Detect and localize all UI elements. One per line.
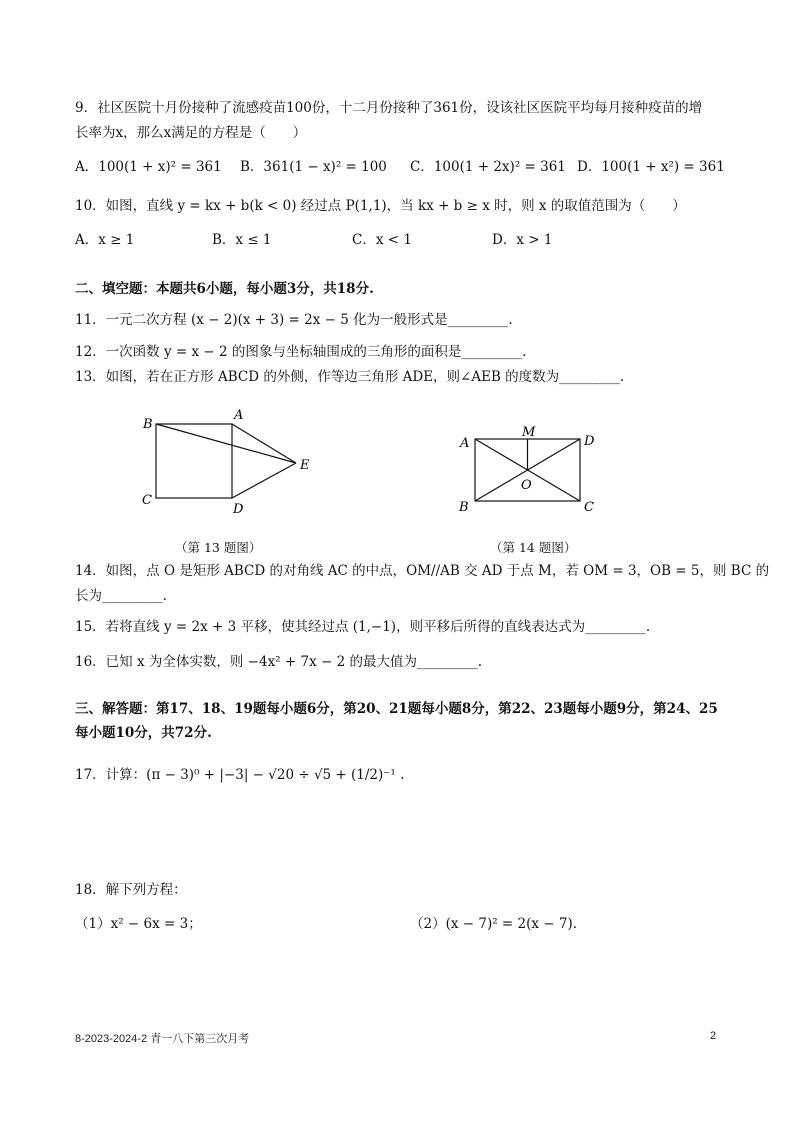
- fig13-label-b: B: [143, 417, 153, 432]
- q10-line1: 10．如图，直线 y = kx + b(k < 0) 经过点 P(1,1)，当 kx + b ≥ x 时，则 x 的取值范围为（ ）: [75, 198, 686, 214]
- section3-line2: 每小题10分，共72分.: [75, 725, 212, 741]
- fig14-label-a: A: [460, 436, 470, 451]
- section2-title: 二、填空题：本题共6小题，每小题3分，共18分.: [75, 281, 374, 297]
- q9-line1: 9．社区医院十月份接种了流感疫苗100份，十二月份接种了361份，设该社区医院平均每月接种疫苗的增: [75, 100, 703, 116]
- footer-exam-title: 8-2023-2024-2 青一八下第三次月考: [75, 1033, 250, 1045]
- q18-part1: （1）x² − 6x = 3；: [75, 916, 202, 932]
- q16: 16．已知 x 为全体实数，则 −4x² + 7x − 2 的最大值为_________.: [75, 654, 483, 670]
- q10-option-a: A．x ≥ 1: [75, 232, 135, 248]
- fig13-label-e: E: [300, 458, 310, 473]
- q9-option-d: D．100(1 + x²) = 361: [577, 159, 725, 175]
- fig14-label-c: C: [584, 500, 594, 515]
- q18-part2: （2）(x − 7)² = 2(x − 7).: [410, 916, 578, 932]
- q14-line1: 14．如图，点 O 是矩形 ABCD 的对角线 AC 的中点，OM//AB 交 AD 于点 M，若 OM = 3，OB = 5，则 BC 的: [75, 563, 770, 579]
- fig14-label-d: D: [584, 434, 595, 449]
- q10-option-c: C．x < 1: [352, 232, 412, 248]
- q13: 13．如图，若在正方形 ABCD 的外侧，作等边三角形 ADE，则∠AEB 的度数为_________.: [75, 369, 625, 385]
- fig14-label-b: B: [459, 500, 469, 515]
- figure-14-caption: （第 14 题图）: [490, 540, 577, 555]
- q9-line2: 长率为x，那么x满足的方程是（ ）: [75, 125, 307, 141]
- footer-page-number: 2: [710, 1030, 717, 1042]
- segment-be: [156, 424, 296, 463]
- section3-line1: 三、解答题：第17、18、19题每小题6分，第20、21题每小题8分，第22、23题每小题9分，第24、25: [75, 701, 718, 717]
- q18-title: 18．解下列方程：: [75, 882, 187, 898]
- fig13-label-c: C: [142, 493, 152, 508]
- q11: 11．一元二次方程 (x − 2)(x + 3) = 2x − 5 化为一般形式是_________.: [75, 312, 513, 328]
- segment-de: [232, 463, 296, 498]
- q10-option-b: B．x ≤ 1: [212, 232, 272, 248]
- q15: 15．若将直线 y = 2x + 3 平移，使其经过点 (1,−1)，则平移后所得的直线表达式为_________.: [75, 619, 651, 635]
- figure-13-caption: （第 13 题图）: [175, 540, 262, 555]
- fig13-label-a: A: [234, 408, 244, 423]
- figure-14: [450, 420, 610, 520]
- q10-option-d: D．x > 1: [492, 232, 553, 248]
- q12: 12．一次函数 y = x − 2 的图象与坐标轴围成的三角形的面积是_________.: [75, 344, 527, 360]
- fig14-label-o: O: [521, 478, 532, 493]
- segment-ae: [232, 424, 296, 463]
- q9-option-c: C．100(1 + 2x)² = 361: [410, 159, 566, 175]
- fig14-label-m: M: [522, 425, 536, 440]
- q17: 17．计算：(π − 3)⁰ + |−3| − √20 ÷ √5 + (1/2)⁻¹ .: [75, 767, 405, 783]
- q9-option-a: A．100(1 + x)² = 361: [75, 159, 222, 175]
- q9-option-b: B．361(1 − x)² = 100: [240, 159, 387, 175]
- figure-13: [130, 400, 330, 515]
- fig13-label-d: D: [233, 502, 244, 515]
- q14-line2: 长为_________.: [75, 588, 168, 604]
